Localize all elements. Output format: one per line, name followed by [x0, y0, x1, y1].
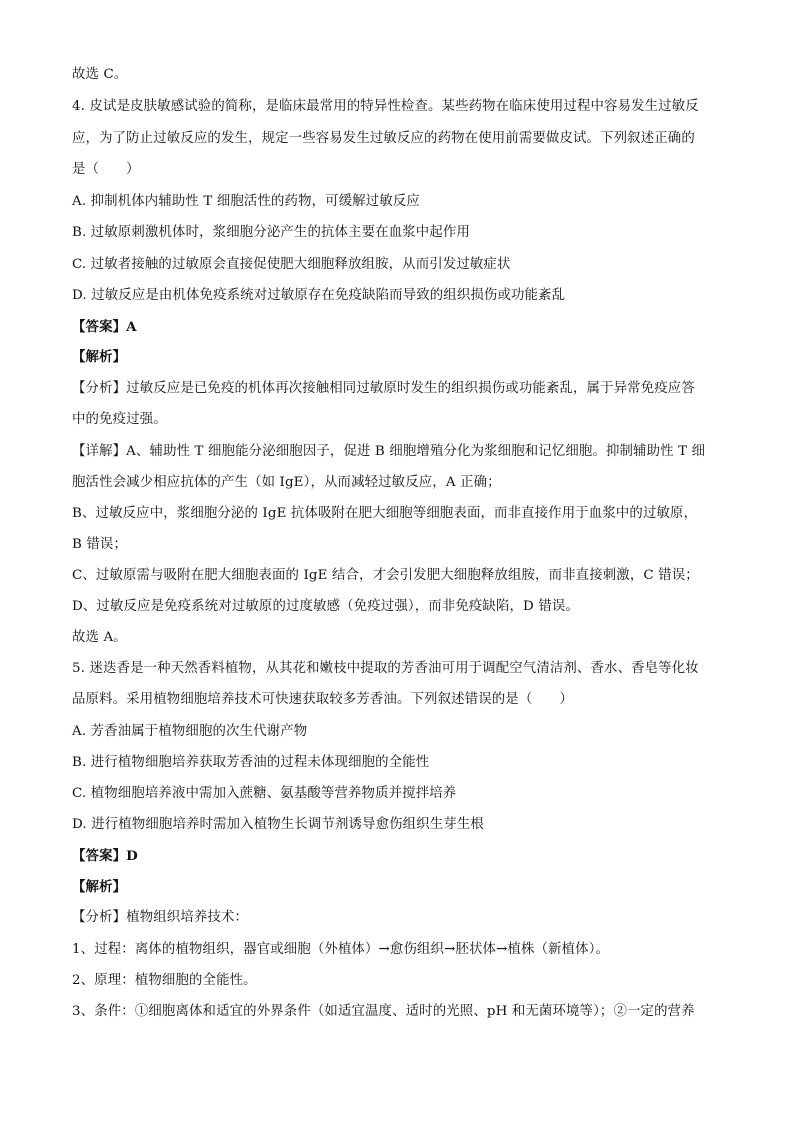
detail-text: B 错误；	[72, 537, 128, 552]
analysis-text: 【分析】过敏反应是已免疫的机体再次接触相同过敏原时发生的组织损伤或功能紊乱，属于异常免疫应答	[72, 381, 695, 396]
option-a: A. 芳香油属于植物细胞的次生代谢产物	[72, 724, 308, 739]
option-b: B. 过敏原刺激机体时，浆细胞分泌产生的抗体主要在血浆中起作用	[72, 225, 470, 240]
analysis-text: 中的免疫过强。	[72, 412, 167, 427]
detail-text: 【详解】A、辅助性 T 细胞能分泌细胞因子，促进 B 细胞增殖分化为浆细胞和记忆细胞。抑制辅助性 T 细	[72, 444, 706, 459]
option-c: C. 过敏者接触的过敏原会直接促使肥大细胞释放组胺，从而引发过敏症状	[72, 257, 511, 272]
answer-label: 【答案】D	[72, 848, 138, 864]
analysis-text: 3、条件：①细胞离体和适宜的外界条件（如适宜温度、适时的光照、pH 和无菌环境等）；②一定的营养	[72, 1004, 695, 1019]
analysis-text: 2、原理：植物细胞的全能性。	[72, 973, 257, 988]
analysis-label: 【解析】	[72, 349, 127, 365]
analysis-text: 【分析】植物组织培养技术：	[72, 910, 249, 925]
analysis-label: 【解析】	[72, 879, 127, 895]
question-4-stem: 4. 皮试是皮肤敏感试验的简称，是临床最常用的特异性检查。某些药物在临床使用过程中容易发生过敏反	[72, 99, 699, 114]
text-line: 故选 A。	[72, 630, 127, 645]
answer-label: 【答案】A	[72, 319, 137, 335]
detail-text: B、过敏反应中，浆细胞分泌的 IgE 抗体吸附在肥大细胞等细胞表面，而非直接作用于血浆中的过敏原，	[72, 506, 698, 521]
option-b: B. 进行植物细胞培养获取芳香油的过程未体现细胞的全能性	[72, 755, 430, 770]
analysis-text: 1、过程：离体的植物组织，器官或细胞（外植体）→愈伤组织→胚状体→植株（新植体）。	[72, 942, 610, 957]
question-5-stem: 5. 迷迭香是一种天然香料植物，从其花和嫩枝中提取的芳香油可用于调配空气清洁剂、香水、香皂等化妆	[72, 661, 699, 676]
detail-text: C、过敏原需与吸附在肥大细胞表面的 IgE 结合，才会引发肥大细胞释放组胺，而非直接刺激，C 错误；	[72, 568, 699, 583]
question-4-stem: 是（ ）	[72, 162, 140, 177]
option-a: A. 抑制机体内辅助性 T 细胞活性的药物，可缓解过敏反应	[72, 194, 420, 209]
question-4-stem: 应，为了防止过敏反应的发生，规定一些容易发生过敏反应的药物在使用前需要做皮试。下列叙述正确的	[72, 131, 695, 146]
option-d: D. 过敏反应是由机体免疫系统对过敏原存在免疫缺陷而导致的组织损伤或功能紊乱	[72, 288, 566, 303]
text-line: 故选 C。	[72, 67, 128, 82]
option-d: D. 进行植物细胞培养时需加入植物生长调节剂诱导愈伤组织生芽生根	[72, 817, 484, 832]
option-c: C. 植物细胞培养液中需加入蔗糖、氨基酸等营养物质并搅拌培养	[72, 786, 457, 801]
detail-text: D、过敏反应是免疫系统对过敏原的过度敏感（免疫过强），而非免疫缺陷，D 错误。	[72, 599, 579, 614]
question-5-stem: 品原料。采用植物细胞培养技术可快速获取较多芳香油。下列叙述错误的是（ ）	[72, 692, 574, 707]
detail-text: 胞活性会减少相应抗体的产生（如 IgE），从而减轻过敏反应，A 正确；	[72, 475, 501, 490]
